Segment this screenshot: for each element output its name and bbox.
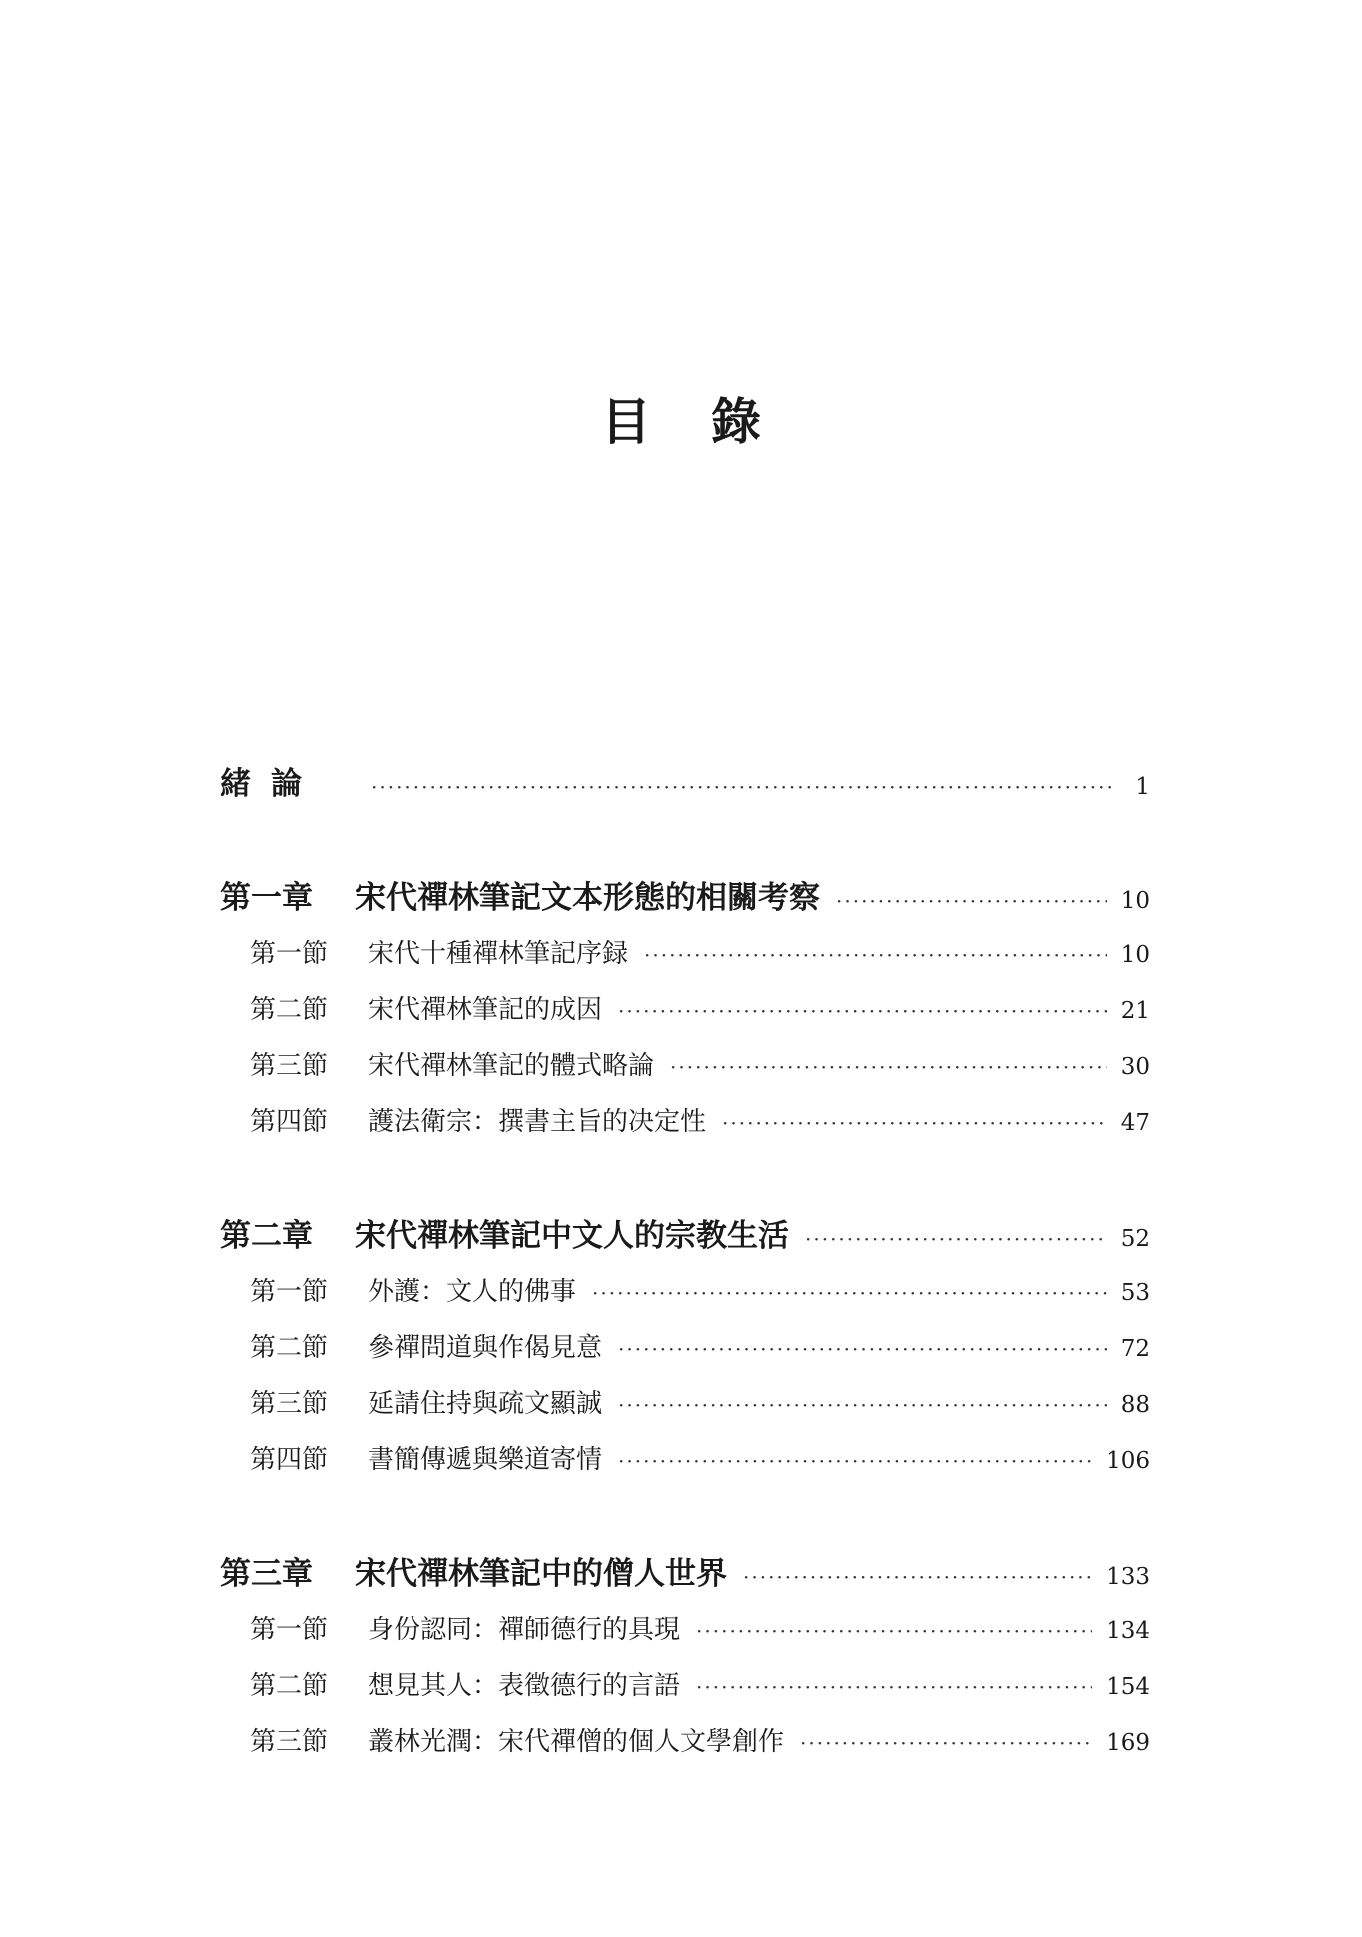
- toc-entry-section: [220, 1094, 1150, 1150]
- section-title: 叢林光潤：宋代禪僧的個人文學創作: [368, 1727, 785, 1757]
- section-title: 宋代十種禪林筆記序録: [368, 939, 629, 969]
- toc-entry-section: [220, 1320, 1150, 1376]
- toc-entry-chapter: [220, 1546, 1150, 1602]
- dot-leader: [592, 1265, 1107, 1321]
- toc-entry-section: [220, 926, 1150, 982]
- dot-leader: [696, 1659, 1092, 1715]
- section-label: 第一節: [250, 1277, 329, 1307]
- page-number: 47: [1120, 1110, 1150, 1136]
- page-number: 134: [1106, 1618, 1150, 1644]
- chapter-label: 第三章: [220, 1556, 313, 1592]
- chapter-title: 宋代禪林筆記中文人的宗教生活: [355, 1218, 789, 1254]
- dot-leader: [644, 927, 1107, 983]
- page-number: 53: [1120, 1280, 1150, 1306]
- toc-entry-section: [220, 1602, 1150, 1658]
- section-label: 第三節: [250, 1051, 329, 1081]
- section-title: 宋代禪林筆記的體式略論: [368, 1051, 655, 1081]
- toc-entry-section: [220, 982, 1150, 1038]
- section-label: 第一節: [250, 939, 329, 969]
- page-title: 目錄: [601, 393, 821, 451]
- page-number: 21: [1120, 998, 1150, 1024]
- toc-entry-section: [220, 1658, 1150, 1714]
- section-label: 第三節: [250, 1727, 329, 1757]
- section-label: 第四節: [250, 1107, 329, 1137]
- toc-entry-section: [220, 1264, 1150, 1320]
- toc-entry-section: [220, 1038, 1150, 1094]
- section-title: 護法衛宗：撰書主旨的决定性: [368, 1107, 707, 1137]
- section-title: 延請住持與疏文顯誠: [368, 1389, 603, 1419]
- section-label: 第二節: [250, 995, 329, 1025]
- page-number: 10: [1120, 942, 1150, 968]
- section-title: 身份認同：禪師德行的具現: [368, 1615, 681, 1645]
- chapter-label: 第二章: [220, 1218, 313, 1254]
- dot-leader: [618, 1321, 1107, 1377]
- intro-title: 緒論: [220, 766, 322, 802]
- section-title: 參禪問道與作偈見意: [368, 1333, 603, 1363]
- dot-leader: [670, 1039, 1107, 1095]
- dot-leader: [618, 983, 1107, 1039]
- page-number: 10: [1120, 888, 1150, 914]
- dot-leader: [722, 1095, 1107, 1151]
- toc-entry-intro: [220, 756, 1150, 812]
- section-label: 第二節: [250, 1671, 329, 1701]
- dot-leader: [696, 1603, 1092, 1659]
- section-label: 第三節: [250, 1389, 329, 1419]
- toc-entry-chapter: [220, 870, 1150, 926]
- section-title: 書簡傳遞與樂道寄情: [368, 1445, 603, 1475]
- section-label: 第四節: [250, 1445, 329, 1475]
- toc-entry-section: [220, 1432, 1150, 1488]
- chapter-title: 宋代禪林筆記文本形態的相關考察: [355, 880, 820, 916]
- dot-leader: [805, 1211, 1107, 1267]
- toc-entry-chapter: [220, 1208, 1150, 1264]
- section-title: 想見其人：表徵德行的言語: [368, 1671, 681, 1701]
- dot-leader: [743, 1549, 1092, 1605]
- section-title: 外護：文人的佛事: [368, 1277, 577, 1307]
- section-label: 第二節: [250, 1333, 329, 1363]
- toc-entry-section: [220, 1376, 1150, 1432]
- page-number: 88: [1120, 1392, 1150, 1418]
- chapter-label: 第一章: [220, 880, 313, 916]
- page-number: 1: [1135, 774, 1150, 800]
- table-of-contents: [220, 756, 1150, 1770]
- dot-leader: [618, 1433, 1092, 1489]
- page-number: 169: [1106, 1730, 1150, 1756]
- page-number: 154: [1106, 1674, 1150, 1700]
- chapter-title: 宋代禪林筆記中的僧人世界: [355, 1556, 727, 1592]
- section-title: 宋代禪林筆記的成因: [368, 995, 603, 1025]
- section-label: 第一節: [250, 1615, 329, 1645]
- dot-leader: [371, 759, 1116, 815]
- page-number: 52: [1120, 1226, 1150, 1252]
- dot-leader: [618, 1377, 1107, 1433]
- toc-entry-section: [220, 1714, 1150, 1770]
- page-number: 106: [1106, 1448, 1150, 1474]
- page-number: 30: [1120, 1054, 1150, 1080]
- page-number: 133: [1106, 1564, 1150, 1590]
- dot-leader: [836, 873, 1107, 929]
- dot-leader: [800, 1715, 1092, 1771]
- page-number: 72: [1120, 1336, 1150, 1362]
